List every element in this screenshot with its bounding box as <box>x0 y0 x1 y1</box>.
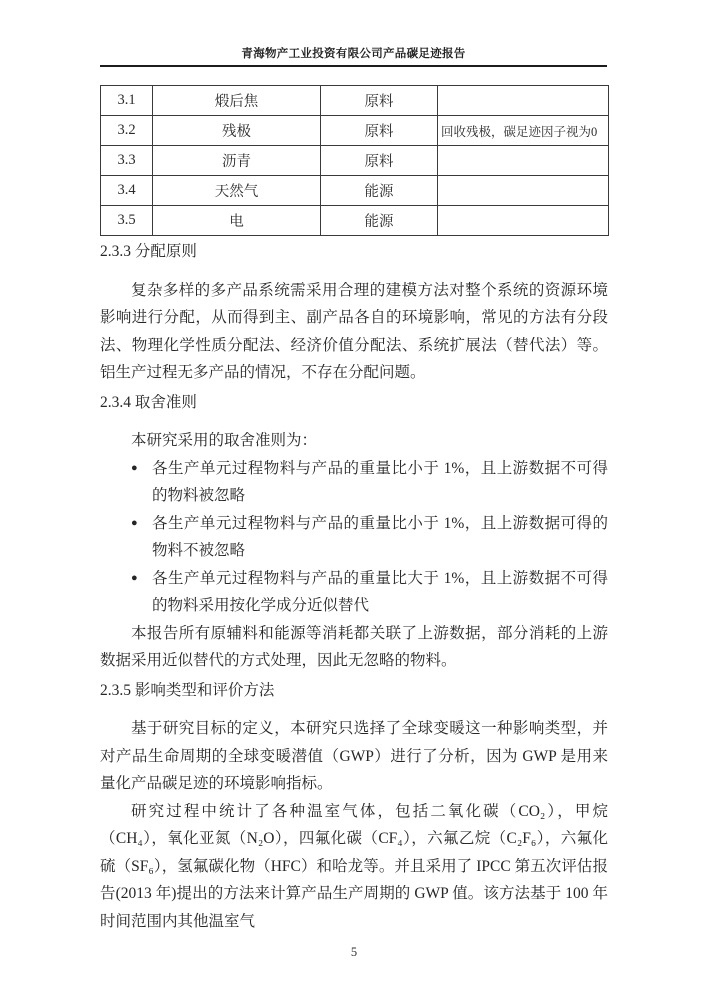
bullet-text: 各生产单元过程物料与产品的重量比小于 1%，且上游数据可得的物料不被忽略 <box>152 514 608 559</box>
allocation-paragraph: 复杂多样的多产品系统需采用合理的建模方法对整个系统的资源环境影响进行分配，从而得到主、副产品各自的环境影响，常见的方法有分段法、物理化学性质分配法、经济价值分配法、系统扩展法（替代法）等。铝生产过程无多产品的情况，不存在分配问题。 <box>100 281 608 381</box>
note-cell: 回收残极，碳足迹因子视为0 <box>438 116 609 146</box>
material-cell: 天然气 <box>153 176 321 206</box>
note-cell <box>438 146 609 176</box>
note-cell <box>438 176 609 206</box>
row-number-cell: 3.3 <box>101 146 153 176</box>
category-cell: 原料 <box>321 86 438 116</box>
cutoff-closing-paragraph: 本报告所有原辅料和能源等消耗都关联了上游数据，部分消耗的上游数据采用近似替代的方式处理，因此无忽略的物料。 <box>100 624 608 669</box>
section-heading-cutoff: 2.3.4 取舍准则 <box>100 393 197 411</box>
category-cell: 能源 <box>321 176 438 206</box>
material-cell: 沥青 <box>153 146 321 176</box>
cutoff-intro: 本研究采用的取舍准则为： <box>131 432 318 449</box>
table-row <box>101 86 609 116</box>
materials-table <box>100 85 609 236</box>
row-number-cell: 3.5 <box>101 206 153 236</box>
material-cell: 残极 <box>153 116 321 146</box>
list-item <box>100 565 608 620</box>
row-number-cell: 3.2 <box>101 116 153 146</box>
bullet-text: 各生产单元过程物料与产品的重量比大于 1%，且上游数据不可得的物料采用按化学成分近似替代 <box>152 569 608 614</box>
section-heading-allocation: 2.3.3 分配原则 <box>100 243 197 260</box>
material-cell: 电 <box>153 206 321 236</box>
note-cell <box>438 206 609 236</box>
table-row <box>101 146 609 176</box>
bullet-text: 各生产单元过程物料与产品的重量比小于 1%，且上游数据不可得的物料被忽略 <box>152 459 608 504</box>
table-row <box>101 206 609 236</box>
category-cell: 原料 <box>321 116 438 146</box>
table-row <box>101 116 609 146</box>
page-content <box>100 85 608 966</box>
impact-paragraph-2: 研究过程中统计了各种温室气体，包括二氧化碳（CO₂），甲烷（CH₄），氧化亚氮（N₂O），四氟化碳（CF₄），六氟乙烷（C₂F₆），六氟化硫（SF₆），氢氟碳化物（HFC）和哈龙等。并且采用了 IPCC 第五次评估报告(2013 年)提出的方法来计算产品生产周期的 GWP 值。该方法基于 100 年时间范围内其他温室气 <box>100 802 608 930</box>
bullet-icon: ● <box>131 516 138 529</box>
note-cell <box>438 86 609 116</box>
bullet-icon: ● <box>131 571 138 584</box>
impact-paragraph-1: 基于研究目标的定义，本研究只选择了全球变暖这一种影响类型，并对产品生命周期的全球变暖潜值（GWP）进行了分析，因为 GWP 是用来量化产品碳足迹的环境影响指标。 <box>100 720 608 792</box>
bullet-icon: ● <box>131 461 138 474</box>
material-cell: 煅后焦 <box>153 86 321 116</box>
row-number-cell: 3.4 <box>101 176 153 206</box>
cutoff-bullet-list <box>100 455 608 620</box>
report-title: 青海物产工业投资有限公司产品碳足迹报告 <box>241 48 466 60</box>
page-header <box>100 0 607 67</box>
category-cell: 能源 <box>321 206 438 236</box>
table-row <box>101 176 609 206</box>
row-number-cell: 3.1 <box>101 86 153 116</box>
category-cell: 原料 <box>321 146 438 176</box>
page-number: 5 <box>350 945 358 959</box>
list-item <box>100 455 608 510</box>
section-heading-impact: 2.3.5 影响类型和评价方法 <box>100 681 275 699</box>
list-item <box>100 510 608 565</box>
